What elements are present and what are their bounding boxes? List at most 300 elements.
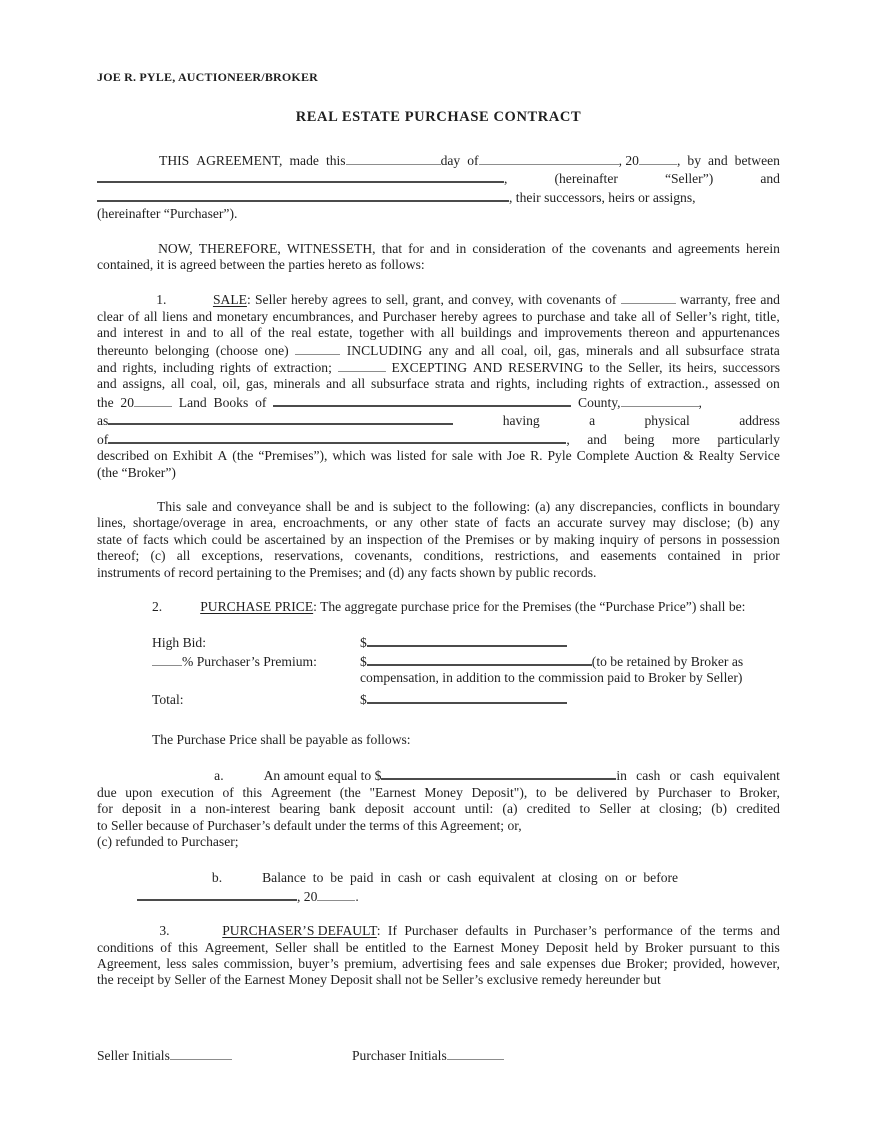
text-run: of [680,923,692,939]
text-run: in [616,768,627,784]
text-run: belonging [154,342,210,358]
text-line [97,972,780,988]
text-run: to [412,939,424,955]
text-run: sale [520,956,542,972]
spacer [97,665,152,666]
text-run: deposit [364,801,405,817]
text-run: closing [558,870,598,886]
text-run: due [97,784,117,800]
text-run: and [495,956,515,972]
text-run: physical [644,413,690,429]
text-run: (c) refunded to Purchaser; [97,834,239,849]
text-group [200,599,745,615]
text-run: all [351,376,366,392]
text-run: Service [739,448,780,464]
text-line [97,257,780,273]
text-run: the receipt by Seller of the Earnest Money Deposit shall not be Seller’s exclusive remedy hereunder but [97,972,661,988]
text-run: contained [667,548,721,564]
text-run: that [381,240,403,256]
text-run: buildings [460,325,512,341]
text-run: or [428,870,441,886]
text-run: and [454,342,475,358]
text-run: and [760,292,780,308]
text-run: could [211,531,242,547]
text-run: easements [600,548,657,564]
broker-header: JOE R. PYLE, AUCTIONEER/BROKER [97,70,319,84]
paragraph-agreement-opening [97,152,780,223]
text-run: in [515,923,527,939]
text-line [97,870,780,886]
text-run: and [97,325,117,341]
text-run: inquiry [599,531,639,547]
spacer [97,646,152,647]
spacer [97,703,152,704]
text-run: this [760,939,780,955]
text-run: this [242,784,263,800]
text-run: made [289,153,319,168]
text-run: all [481,342,495,358]
text-line [97,652,780,670]
spacer [171,303,209,304]
text-run: Seller’s [675,308,717,324]
text-run: RESERVING [508,360,584,376]
text-run: and [639,342,660,358]
text-run: instruments of record pertaining to the Premises; and (d) any facts shown by public records. [97,564,597,580]
text-run: Agreement, [204,939,269,955]
text-run: Money [424,784,463,800]
text-run: purchase [537,308,586,324]
text-run: title, [755,308,780,324]
document-title: REAL ESTATE PURCHASE CONTRACT [295,109,582,125]
text-run: rights [593,376,625,392]
text-line [97,690,780,708]
text-run: Agreement [270,784,332,800]
paragraph-section-1-sale [97,291,780,480]
text-run: inspection [366,531,423,547]
text-run: boundary [728,498,780,514]
text-run: THIS [159,153,190,168]
document-content [97,70,780,1007]
spacer [97,510,152,511]
seller-initials-label: Seller Initials [97,1048,170,1063]
text-run: of [486,515,498,531]
paragraph-section-3-purchasers-default [97,923,780,989]
text-run: be [555,784,568,800]
text-run: an [348,531,362,547]
text-run: A [217,448,228,464]
text-run: shortage/overage [133,515,226,531]
text-run: deposit [121,801,162,817]
text-run: 1. [156,292,167,308]
text-run: encumbrances, [272,308,354,324]
text-run: its [668,360,682,376]
text-run: Purchaser [657,784,712,800]
text-run: be [336,498,350,514]
text-run: encroachments, [283,515,369,531]
text-line [97,548,780,564]
text-run: , [698,394,702,410]
text-group [212,870,306,886]
text-group [213,292,251,308]
text-run: conveyance [236,498,301,514]
text-run: and [354,498,374,514]
text-run: High Bid: [152,635,207,651]
text-run: upon [125,784,153,800]
text-run: sell, [385,292,409,308]
text-run: Realty [698,448,735,464]
text-run: gas, [246,376,268,392]
text-run: particularly [717,431,780,447]
text-run: the [443,531,461,547]
text-run: Complete [576,448,630,464]
text-run: for [408,240,424,256]
text-line [97,430,780,448]
text-run: to [535,784,547,800]
text-run: equivalent [478,870,535,886]
spacer [97,252,152,253]
spacer [97,900,137,901]
seller-initials-line [97,1047,232,1064]
text-run: (the [232,448,254,464]
text-run: being [624,431,655,447]
text-run: for [431,448,447,464]
text-run: and [569,548,590,564]
text-run: Premises [465,531,515,547]
text-run: less [166,956,187,972]
text-run: The Purchase Price shall be payable as follows: [152,731,411,747]
text-run: disclose; [682,515,731,531]
text-run: rights [219,360,251,376]
text-run: of [551,240,564,256]
text-run: of [97,431,109,447]
text-run: execution [161,784,214,800]
text-run: at [640,801,650,817]
text-run: all [230,325,244,341]
text-run: oil, [222,376,241,392]
purchaser-initials-blank [447,1047,504,1060]
text-run: to [521,308,533,324]
text-run: agreements [677,240,740,256]
text-run: Seller [599,801,631,817]
text-run: shall [313,939,340,955]
text-line [97,188,780,206]
spacer [685,881,780,882]
text-run: pursuant [689,939,737,955]
text-line [97,499,780,515]
text-run: R. [530,448,543,464]
text-run: If [387,923,397,939]
text-run: : [376,923,381,939]
blank-field [346,152,441,165]
text-run: and [97,360,117,376]
text-line [97,515,780,531]
text-run: of [643,531,655,547]
text-run: the 20 [97,394,134,410]
text-run: is [378,498,388,514]
text-run: rights, [495,376,531,392]
text-run: to [371,292,382,308]
text-run: INCLUDING [346,342,423,358]
text-run: Broker [645,939,683,955]
text-run: Exhibit [172,448,213,464]
text-group [152,653,360,670]
seller-initials-blank [170,1047,232,1060]
text-run: be [246,531,260,547]
text-run: the [451,498,469,514]
text-run: and [326,376,346,392]
text-run: Deposit [545,939,589,955]
text-run: assessed [714,376,761,392]
text-line [97,818,780,834]
spacer [97,779,205,780]
text-run: of [605,292,617,308]
text-run: until: [464,801,494,817]
text-run: before [643,870,679,886]
text-run: all [143,308,158,324]
text-run: reservations, [274,548,344,564]
text-run: (hereinafter [554,171,618,187]
text-run: survey [609,515,646,531]
text-run: 3. [159,923,170,939]
blank-field [367,652,592,666]
document-body [97,152,780,989]
paragraph-purchase-price-table [97,633,780,708]
text-run: covenants, [354,548,413,564]
text-line [97,834,780,850]
text-run: defaults [465,923,509,939]
text-run: compensation, in addition to the commission paid to Broker by Seller) [360,670,743,686]
text-run: “Seller”) [664,171,714,187]
text-run: between [734,153,780,168]
text-run: cash [636,768,661,784]
spacer [224,779,264,780]
text-run: by [635,784,650,800]
text-run: non-interest [205,801,271,817]
spacer [97,934,152,935]
text-line [97,801,780,817]
text-run: Deposit"), [471,784,528,800]
text-run: free [734,292,757,308]
text-run: buyer’s [298,956,339,972]
text-run: be [345,939,359,955]
text-run: listed [396,448,427,464]
text-run: which [332,448,366,464]
text-run: thereof; [97,548,140,564]
text-line [97,241,780,257]
text-run: (a) [535,498,551,514]
text-run: or [625,870,637,886]
text-run: entitled [365,939,407,955]
text-line [97,732,780,748]
text-run: subsurface [685,342,744,358]
text-group [97,430,570,448]
text-run: commission, [223,956,293,972]
text-run: shall [305,498,332,514]
spacer [97,681,360,682]
paragraph-sale-subject-to [97,499,780,581]
text-run: or [375,515,387,531]
text-run: and [358,308,379,324]
text-run: may [652,515,676,531]
text-run: a [190,801,197,817]
text-run: cash [447,870,472,886]
text-run: in [170,801,181,817]
text-run: WITNESSETH, [286,240,376,256]
text-run: covenants [546,292,601,308]
text-run: Agreement, [97,956,161,972]
text-run: (hereinafter “Purchaser”). [97,206,238,222]
text-run: (the [339,784,361,800]
text-run: , 20 [297,888,318,904]
paragraph-item-a-earnest-money [97,766,780,850]
text-line [97,325,780,341]
text-run: more [671,431,700,447]
text-run: strata [435,376,465,392]
text-run: Balance [262,870,306,886]
text-line [97,448,780,464]
text-run: possession [721,531,780,547]
blank-field [338,359,386,372]
text-line [97,940,780,956]
spacer [222,881,262,882]
text-run: the [429,939,447,955]
text-line [97,956,780,972]
text-run: sale [451,448,473,464]
text-run: thereunto [97,342,149,358]
text-group [326,152,460,169]
blank-field [621,394,699,407]
text-run: coal, [190,376,217,392]
text-run: to [742,939,754,955]
text-run: credited [736,801,780,817]
spacer [97,164,152,165]
text-run: extraction; [273,360,332,376]
text-group [222,923,380,939]
text-run: state [97,531,122,547]
text-run: to [436,498,447,514]
text-run: credited [526,801,571,817]
text-run: Broker; [626,956,668,972]
text-run: hereby [290,292,328,308]
text-run: agrees [332,292,367,308]
blank-field [108,411,453,425]
text-run: making [553,531,595,547]
text-run: in [380,870,391,886]
text-run: conditions [97,939,154,955]
text-run: in [169,325,181,341]
text-run: Pyle [547,448,572,464]
text-run: an [537,515,551,531]
text-run: This [156,498,182,514]
blank-field [97,169,504,183]
text-run: (choose [215,342,259,358]
text-run: to [579,801,591,817]
text-run: or [519,531,531,547]
text-run: with [477,448,503,464]
text-run: covenants [591,240,647,256]
text-line [97,411,780,429]
spacer [97,881,205,882]
text-run: account [413,801,456,817]
text-run: consideration [472,240,546,256]
section-heading: PURCHASE PRICE [200,598,314,614]
text-run: of [250,325,262,341]
text-run: and [186,325,207,341]
blank-field [317,888,355,901]
text-run: and [652,240,672,256]
text-run: rights, [122,360,157,376]
text-run: % Purchaser’s Premium: [182,653,317,669]
text-run: (b) [737,515,754,531]
text-run: delivered [576,784,628,800]
text-run: Earnest [453,939,494,955]
text-run: right, [721,308,751,324]
text-run: grant, [412,292,444,308]
text-run: discrepancies, [579,498,657,514]
text-group [467,152,680,169]
text-line [97,887,780,905]
text-run: monetary [216,308,269,324]
text-line [97,169,780,187]
text-run: AND [472,360,503,376]
text-run: with [518,292,543,308]
text-run: facts [143,531,169,547]
text-run: on [154,448,168,464]
text-group [97,188,696,206]
text-run: hereby [440,308,478,324]
text-run: in [455,240,467,256]
text-run: in [713,498,724,514]
text-run: (the “Broker”) [97,464,176,480]
text-run: or [669,768,681,784]
text-run: fees [467,956,490,972]
spacer [97,743,152,744]
section-heading: SALE [212,292,247,308]
text-run: following: [473,498,531,514]
text-run: by [535,531,549,547]
text-run: a [589,413,596,429]
text-run: any [760,515,780,531]
text-line [97,359,780,376]
text-run: Seller [275,939,307,955]
text-run: and [430,240,450,256]
text-run: 2. [152,598,163,614]
text-run: to [312,870,324,886]
text-run: of [659,308,671,324]
text-run: terms [722,923,753,939]
text-run: one) [264,342,289,358]
text-run: restrictions, [494,548,559,564]
text-run: other [419,515,448,531]
text-run: of [160,939,172,955]
text-run: $ [360,635,367,651]
text-run: conditions, [423,548,484,564]
text-run: and [518,325,538,341]
text-run: $ [360,691,367,707]
text-run: in [731,548,743,564]
text-run: assigns, [122,376,166,392]
text-run: paid [350,870,374,886]
spacer [162,610,200,611]
text-run: expenses [546,956,596,972]
blank-field [621,291,676,304]
text-line [97,206,780,222]
text-run: . [355,888,359,904]
text-run: Joe [507,448,526,464]
text-run: successors [722,360,780,376]
text-run: and [192,308,213,324]
text-run: : The aggregate purchase price for the Premises (the “Purchase Price”) shall be: [313,598,746,614]
